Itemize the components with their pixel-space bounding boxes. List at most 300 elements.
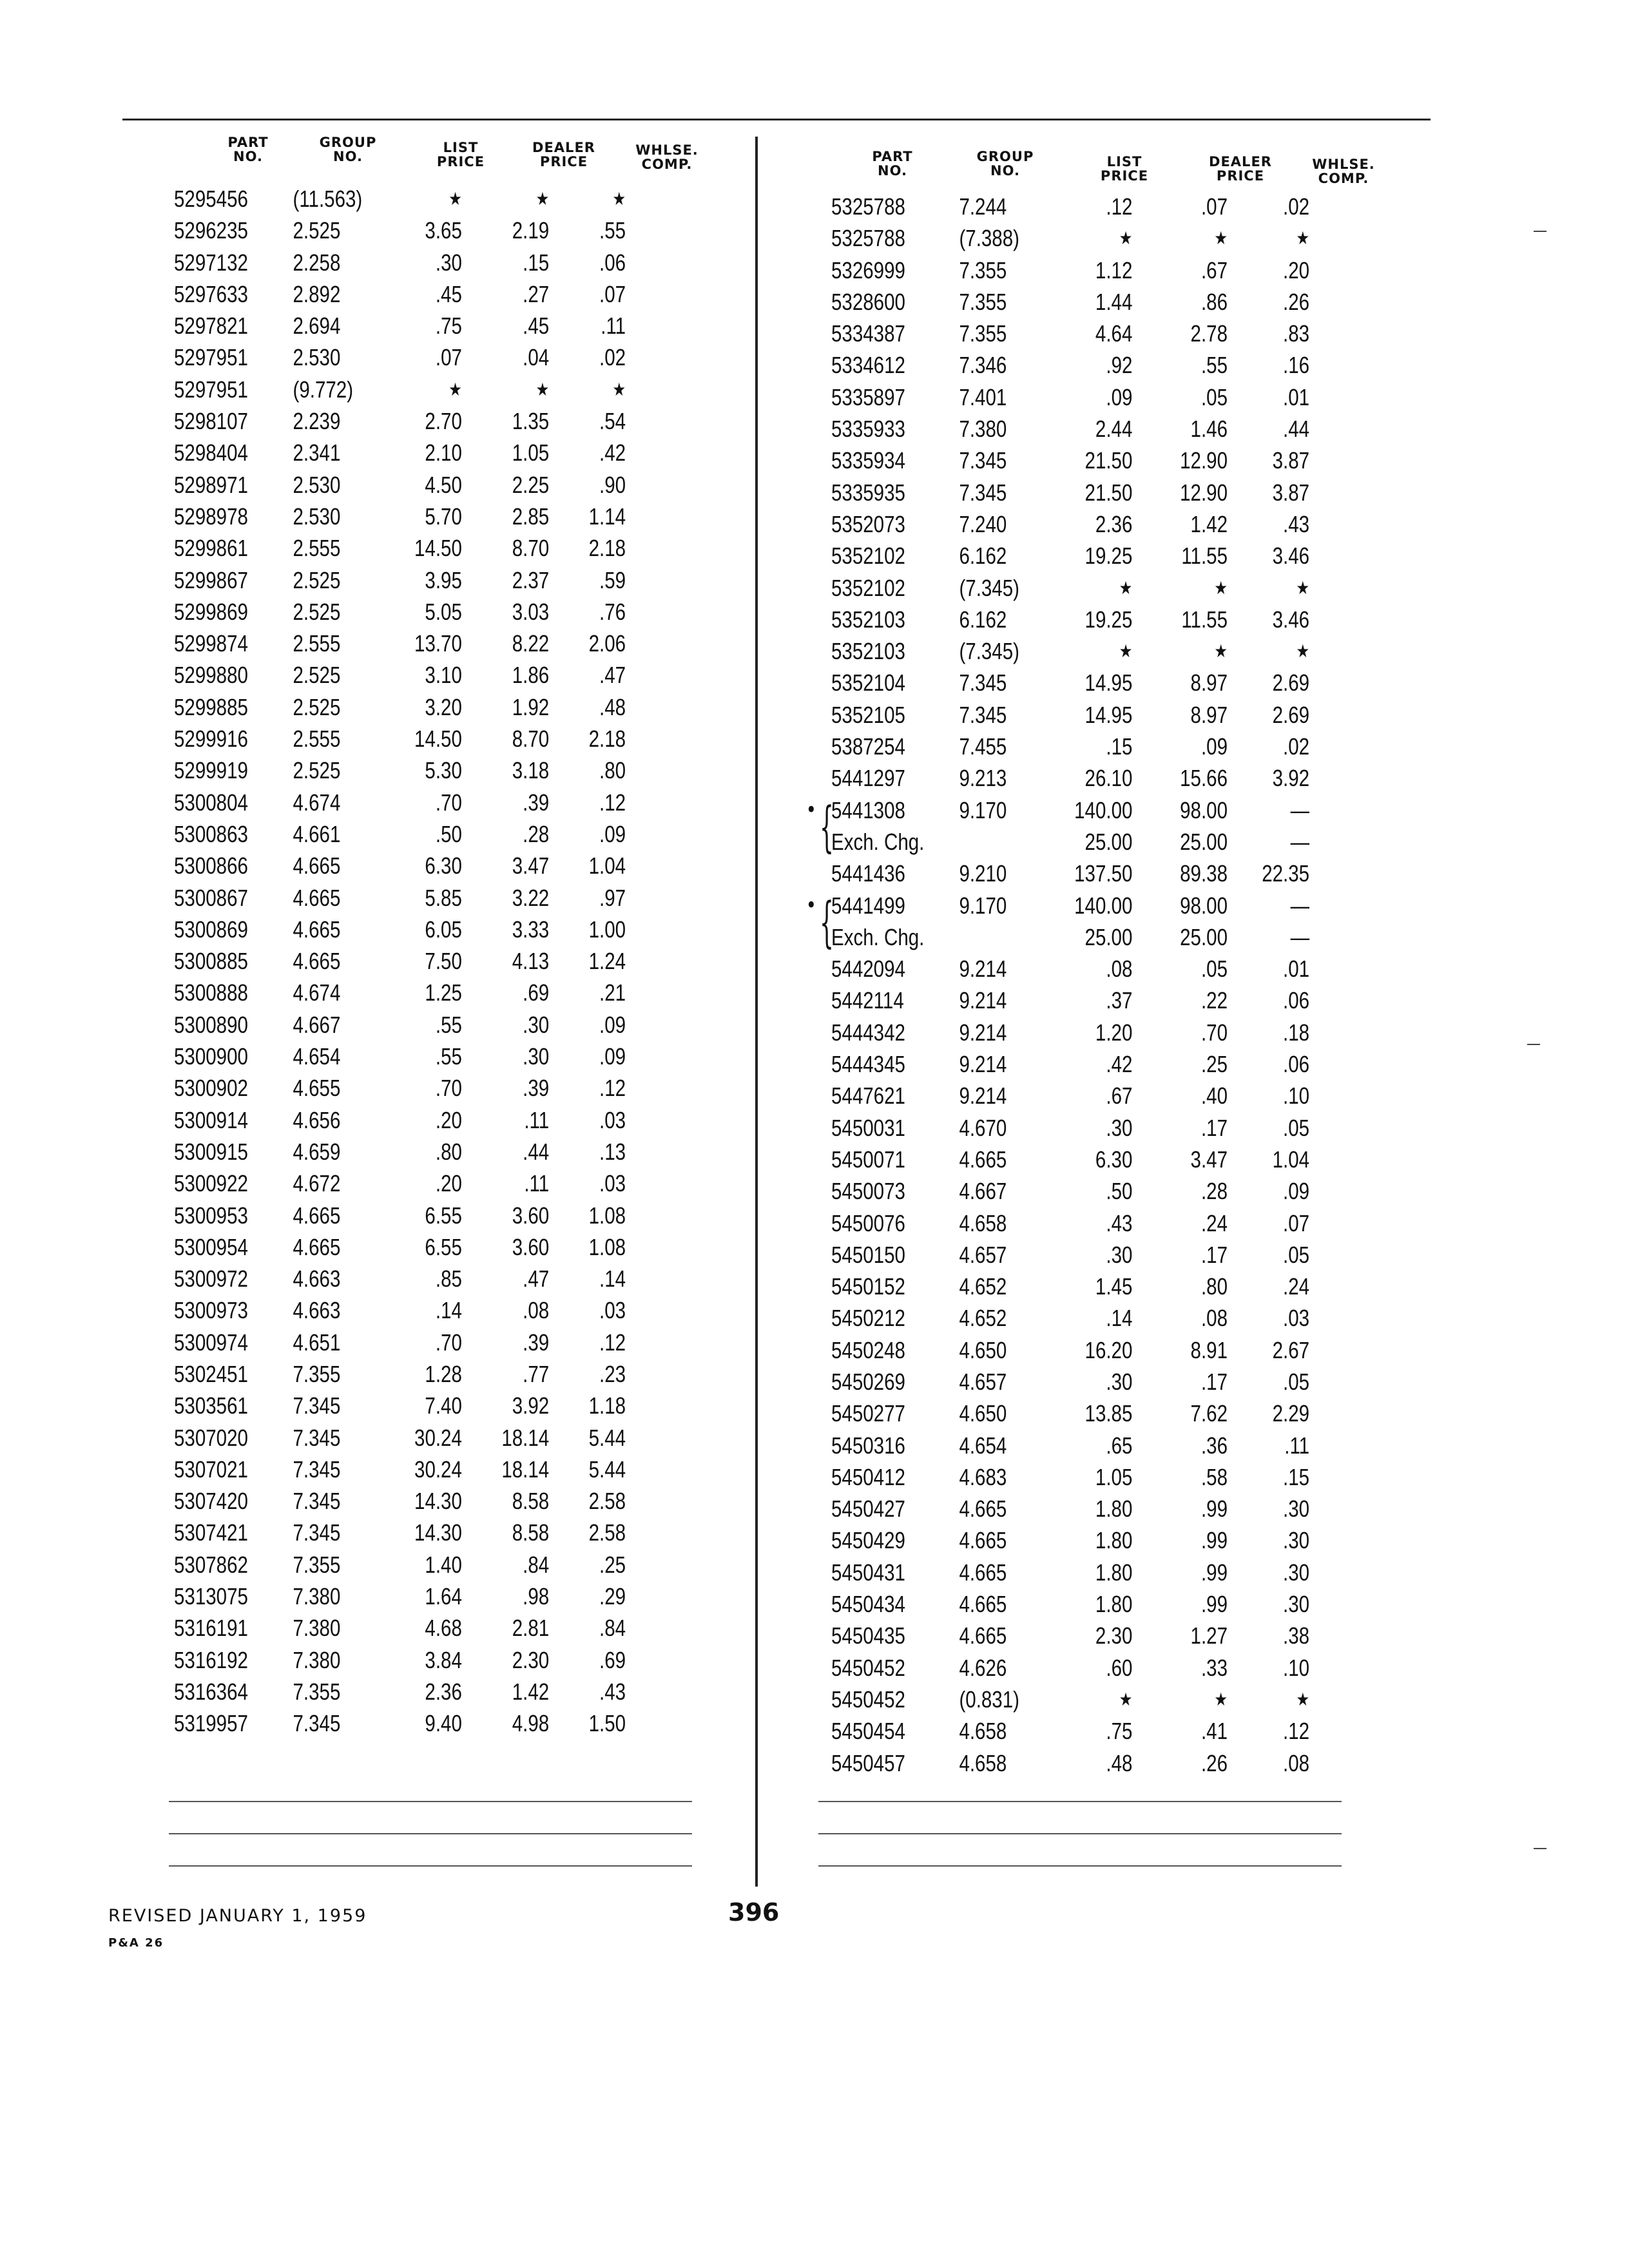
- table-row: [174, 977, 626, 1008]
- bullet-marker: •: [805, 796, 817, 823]
- part-number-cell: 5300914: [174, 1106, 248, 1133]
- table-row: [831, 1366, 1310, 1398]
- header-list-price: LIST PRICE: [1100, 154, 1149, 184]
- dealer-price-cell: ★: [535, 188, 550, 209]
- list-price-cell: 6.05: [425, 916, 462, 943]
- group-number-cell: 4.656: [293, 1106, 341, 1133]
- list-price-cell: 1.80: [1095, 1527, 1133, 1554]
- dealer-price-cell: .17: [1200, 1241, 1228, 1268]
- list-price-cell: 2.70: [425, 408, 462, 435]
- group-number-cell: 2.341: [293, 439, 341, 466]
- group-number-cell: 7.345: [959, 701, 1007, 728]
- group-number-cell: 4.655: [293, 1075, 341, 1102]
- dealer-price-cell: .69: [523, 979, 550, 1006]
- dealer-price-cell: .41: [1200, 1718, 1228, 1745]
- part-number-cell: 5441436: [831, 860, 905, 887]
- list-price-cell: 13.85: [1084, 1400, 1133, 1427]
- part-number-cell: 5450454: [831, 1718, 905, 1745]
- dealer-price-cell: 3.33: [512, 916, 550, 943]
- whlse-comp-cell: 2.18: [588, 535, 626, 562]
- group-number-cell: 4.651: [293, 1329, 341, 1356]
- list-price-cell: .30: [1106, 1368, 1133, 1395]
- dealer-price-cell: .26: [1200, 1749, 1228, 1776]
- dealer-price-cell: ★: [1214, 640, 1228, 662]
- whlse-comp-cell: 2.58: [588, 1488, 626, 1515]
- dealer-price-cell: 7.62: [1190, 1400, 1228, 1427]
- group-number-cell: 2.525: [293, 662, 341, 689]
- part-number-cell: 5450150: [831, 1241, 905, 1268]
- list-price-cell: 14.95: [1084, 669, 1133, 697]
- group-number-cell: 2.525: [293, 566, 341, 593]
- page-number: 396: [728, 1898, 780, 1927]
- list-price-cell: .20: [435, 1106, 462, 1133]
- table-row: [831, 1620, 1310, 1651]
- whlse-comp-cell: ★: [1296, 640, 1310, 662]
- group-number-cell: 4.663: [293, 1297, 341, 1324]
- group-number-cell: (7.345): [959, 638, 1019, 665]
- top-rule: [122, 119, 1431, 120]
- part-number-cell: 5300954: [174, 1233, 248, 1260]
- list-price-cell: 5.85: [425, 884, 462, 911]
- list-price-cell: .85: [435, 1265, 462, 1293]
- group-number-cell: 7.355: [959, 288, 1007, 315]
- table-row: [174, 1581, 626, 1612]
- whlse-comp-cell: .15: [1283, 1463, 1310, 1490]
- table-row: [174, 1454, 626, 1485]
- whlse-comp-cell: 5.44: [588, 1456, 626, 1483]
- table-row: [174, 1422, 626, 1454]
- dealer-price-cell: .33: [1200, 1654, 1228, 1681]
- dealer-price-cell: 1.05: [512, 439, 550, 466]
- table-row: [174, 564, 626, 596]
- group-number-cell: 4.657: [959, 1368, 1007, 1395]
- group-number-cell: 4.658: [959, 1209, 1007, 1236]
- part-number-cell: 5300867: [174, 884, 248, 911]
- part-number-cell: 5298404: [174, 439, 248, 466]
- group-number-cell: 4.658: [959, 1718, 1007, 1745]
- table-row: [831, 1048, 1310, 1080]
- dealer-price-cell: .86: [1200, 288, 1228, 315]
- part-number-cell: 5300885: [174, 948, 248, 975]
- group-number-cell: 4.665: [293, 916, 341, 943]
- table-row: [174, 1168, 626, 1199]
- list-price-cell: 1.40: [425, 1551, 462, 1578]
- group-number-cell: 4.665: [959, 1146, 1007, 1173]
- header-group-no: GROUP NO.: [319, 135, 377, 164]
- part-number-cell: 5335935: [831, 479, 905, 506]
- whlse-comp-cell: 1.24: [588, 948, 626, 975]
- group-number-cell: 4.665: [959, 1495, 1007, 1523]
- list-price-cell: 3.95: [425, 566, 462, 593]
- table-row: [831, 667, 1310, 698]
- table-row: [174, 945, 626, 977]
- group-number-cell: 6.162: [959, 543, 1007, 570]
- group-number-cell: 2.530: [293, 344, 341, 371]
- part-number-cell: 5352103: [831, 638, 905, 665]
- list-price-cell: 9.40: [425, 1710, 462, 1737]
- part-number-cell: 5325788: [831, 193, 905, 220]
- part-number-cell: 5302451: [174, 1360, 248, 1387]
- table-row: [831, 540, 1310, 572]
- dealer-price-cell: .08: [1200, 1305, 1228, 1332]
- dealer-price-cell: .55: [1200, 352, 1228, 379]
- group-number-cell: (9.772): [293, 376, 354, 403]
- table-row: [174, 1644, 626, 1676]
- dealer-price-cell: 1.86: [512, 662, 550, 689]
- table-row: [174, 374, 626, 405]
- dealer-price-cell: .05: [1200, 383, 1228, 410]
- whlse-comp-cell: 1.18: [588, 1392, 626, 1419]
- right-rows: [805, 191, 1373, 1779]
- dealer-price-cell: 8.70: [512, 535, 550, 562]
- part-number-cell: 5300890: [174, 1011, 248, 1038]
- dealer-price-cell: .36: [1200, 1432, 1228, 1459]
- table-row: [831, 1588, 1310, 1620]
- table-row: [831, 1144, 1310, 1175]
- part-number-cell: 5307020: [174, 1424, 248, 1451]
- dealer-price-cell: 3.60: [512, 1233, 550, 1260]
- whlse-comp-cell: 3.92: [1272, 765, 1310, 792]
- dealer-price-cell: 2.37: [512, 566, 550, 593]
- part-number-cell: 5335897: [831, 383, 905, 410]
- list-price-cell: .70: [435, 789, 462, 816]
- group-number-cell: 7.355: [959, 320, 1007, 347]
- list-price-cell: 137.50: [1074, 860, 1133, 887]
- table-row: [831, 445, 1310, 476]
- table-row: [831, 1398, 1310, 1429]
- table-row: [174, 1231, 626, 1263]
- group-number-cell: 4.674: [293, 979, 341, 1006]
- dealer-price-cell: ★: [1214, 577, 1228, 599]
- table-row: [831, 762, 1310, 794]
- part-number-cell: 5316192: [174, 1646, 248, 1673]
- part-number-cell: 5447621: [831, 1082, 905, 1110]
- right-blank-lines: [818, 1801, 1342, 1898]
- list-price-cell: 1.44: [1095, 288, 1133, 315]
- whlse-comp-cell: .12: [599, 1329, 626, 1356]
- group-number-cell: 4.658: [959, 1749, 1007, 1776]
- dealer-price-cell: 3.18: [512, 757, 550, 784]
- list-price-cell: 19.25: [1084, 543, 1133, 570]
- group-number-cell: 2.258: [293, 249, 341, 276]
- part-number-cell: 5450248: [831, 1336, 905, 1363]
- header-part-no: PART NO.: [227, 135, 269, 164]
- part-number-cell: 5297633: [174, 280, 248, 307]
- list-price-cell: .75: [435, 312, 462, 340]
- brace-marker: {: [819, 890, 834, 954]
- whlse-comp-cell: .09: [599, 1043, 626, 1070]
- whlse-comp-cell: 3.87: [1272, 447, 1310, 474]
- dealer-price-cell: ★: [1214, 1688, 1228, 1710]
- part-number-cell: 5328600: [831, 288, 905, 315]
- whlse-comp-cell: .11: [601, 312, 626, 340]
- group-number-cell: (7.388): [959, 225, 1019, 252]
- list-price-cell: 14.50: [414, 535, 462, 562]
- list-price-cell: 6.30: [1095, 1146, 1133, 1173]
- list-price-cell: 21.50: [1084, 479, 1133, 506]
- dealer-price-cell: 1.42: [1190, 510, 1228, 537]
- table-row: [174, 1707, 626, 1739]
- part-number-cell: 5326999: [831, 256, 905, 284]
- list-price-cell: .50: [1106, 1178, 1133, 1205]
- table-row: [174, 882, 626, 914]
- part-number-cell: 5300866: [174, 852, 248, 879]
- whlse-comp-cell: .76: [599, 598, 626, 625]
- dealer-price-cell: ★: [535, 378, 550, 400]
- table-row: [831, 1207, 1310, 1239]
- part-number-cell: 5444345: [831, 1051, 905, 1078]
- table-row: [174, 1263, 626, 1294]
- part-number-cell: 5299867: [174, 566, 248, 593]
- whlse-comp-cell: .59: [599, 566, 626, 593]
- dealer-price-cell: 3.47: [512, 852, 550, 879]
- group-number-cell: 7.240: [959, 510, 1007, 537]
- table-row: [831, 1302, 1310, 1334]
- dealer-price-cell: .25: [1200, 1051, 1228, 1078]
- part-number-cell: 5442114: [831, 987, 904, 1014]
- list-price-cell: .67: [1106, 1082, 1133, 1110]
- dealer-price-cell: 1.46: [1190, 416, 1228, 443]
- whlse-comp-cell: 1.08: [588, 1202, 626, 1229]
- whlse-comp-cell: ★: [1296, 1688, 1310, 1710]
- whlse-comp-cell: 2.06: [588, 630, 626, 657]
- dealer-price-cell: .15: [523, 249, 550, 276]
- group-number-cell: 7.455: [959, 733, 1007, 760]
- whlse-comp-cell: .01: [1283, 383, 1310, 410]
- list-price-cell: 3.10: [425, 662, 462, 689]
- group-number-cell: 7.401: [959, 383, 1007, 410]
- dealer-price-cell: .39: [523, 1329, 550, 1356]
- table-row: [174, 1390, 626, 1421]
- brace-marker: {: [819, 794, 834, 858]
- margin-mark: [1527, 1044, 1540, 1045]
- group-number-cell: 7.380: [293, 1646, 341, 1673]
- list-price-cell: 14.30: [414, 1488, 462, 1515]
- part-number-cell: 5300973: [174, 1297, 248, 1324]
- group-number-cell: 4.665: [293, 884, 341, 911]
- dealer-price-cell: .30: [523, 1043, 550, 1070]
- table-row: [831, 858, 1310, 889]
- part-number-cell: 5450152: [831, 1273, 905, 1300]
- group-number-cell: 4.665: [959, 1622, 1007, 1649]
- dealer-price-cell: 1.42: [512, 1678, 550, 1705]
- list-price-cell: 2.30: [1095, 1622, 1133, 1649]
- list-price-cell: 1.80: [1095, 1495, 1133, 1523]
- table-row: [831, 572, 1310, 604]
- dealer-price-cell: .44: [523, 1138, 550, 1165]
- whlse-comp-cell: .06: [599, 249, 626, 276]
- dealer-price-cell: .80: [1200, 1273, 1228, 1300]
- group-number-cell: 4.665: [959, 1591, 1007, 1618]
- margin-mark: [1534, 231, 1547, 232]
- list-price-cell: 1.25: [425, 979, 462, 1006]
- list-price-cell: 1.05: [1095, 1463, 1133, 1490]
- whlse-comp-cell: 1.04: [1272, 1146, 1310, 1173]
- part-number-cell: 5316191: [174, 1615, 248, 1642]
- dealer-price-cell: .77: [523, 1360, 550, 1387]
- group-number-cell: 4.665: [293, 1233, 341, 1260]
- dealer-price-cell: .07: [1200, 193, 1228, 220]
- list-price-cell: 5.30: [425, 757, 462, 784]
- whlse-comp-cell: .54: [599, 408, 626, 435]
- list-price-cell: ★: [1119, 1688, 1133, 1710]
- part-number-cell: 5316364: [174, 1678, 248, 1705]
- dealer-price-cell: 4.13: [512, 948, 550, 975]
- group-number-cell: 2.530: [293, 471, 341, 498]
- group-number-cell: 2.525: [293, 598, 341, 625]
- group-number-cell: 2.892: [293, 280, 341, 307]
- group-number-cell: 2.694: [293, 312, 341, 340]
- list-price-cell: 6.30: [425, 852, 462, 879]
- part-number-cell: 5450435: [831, 1622, 905, 1649]
- list-price-cell: 14.30: [414, 1519, 462, 1546]
- dealer-price-cell: .99: [1200, 1591, 1228, 1618]
- group-number-cell: 4.667: [959, 1178, 1007, 1205]
- group-number-cell: 2.555: [293, 535, 341, 562]
- dealer-price-cell: .99: [1200, 1527, 1228, 1554]
- list-price-cell: ★: [1119, 227, 1133, 249]
- list-price-cell: 1.20: [1095, 1019, 1133, 1046]
- whlse-comp-cell: .08: [1283, 1749, 1310, 1776]
- list-price-cell: 25.00: [1084, 923, 1133, 950]
- part-number-cell: 5300863: [174, 820, 248, 847]
- part-number-cell: 5297951: [174, 376, 248, 403]
- part-number-cell: 5300900: [174, 1043, 248, 1070]
- table-row: [831, 826, 1310, 858]
- list-price-cell: 140.00: [1074, 892, 1133, 919]
- whlse-comp-cell: .90: [599, 471, 626, 498]
- part-number-cell: 5303561: [174, 1392, 248, 1419]
- whlse-comp-cell: .03: [599, 1170, 626, 1197]
- list-price-cell: .14: [435, 1297, 462, 1324]
- list-price-cell: 19.25: [1084, 606, 1133, 633]
- publication-code: P&A 26: [108, 1936, 164, 1950]
- list-price-cell: .15: [1106, 733, 1133, 760]
- part-number-cell: 5300888: [174, 979, 248, 1006]
- whlse-comp-cell: .05: [1283, 1114, 1310, 1141]
- dealer-price-cell: 4.98: [512, 1710, 550, 1737]
- table-row: [174, 247, 626, 278]
- dealer-price-cell: 1.27: [1190, 1622, 1228, 1649]
- group-number-cell: 4.665: [293, 852, 341, 879]
- group-number-cell: 7.345: [959, 669, 1007, 697]
- table-row: [174, 405, 626, 437]
- table-row: [831, 1271, 1310, 1302]
- whlse-comp-cell: .24: [1283, 1273, 1310, 1300]
- whlse-comp-cell: 2.29: [1272, 1400, 1310, 1427]
- whlse-comp-cell: .12: [599, 1075, 626, 1102]
- list-price-cell: .08: [1106, 956, 1133, 983]
- group-number-cell: 7.355: [293, 1678, 341, 1705]
- part-number-cell: 5334612: [831, 352, 905, 379]
- group-number-cell: (0.831): [959, 1686, 1019, 1713]
- table-row: [174, 850, 626, 881]
- part-number-cell: 5300922: [174, 1170, 248, 1197]
- part-number-cell: 5300915: [174, 1138, 248, 1165]
- list-price-cell: .92: [1106, 352, 1133, 379]
- part-number-cell: 5299919: [174, 757, 248, 784]
- header-list-price: LIST PRICE: [436, 140, 485, 169]
- whlse-comp-cell: .05: [1283, 1241, 1310, 1268]
- dealer-price-cell: 8.22: [512, 630, 550, 657]
- whlse-comp-cell: .21: [599, 979, 626, 1006]
- list-price-cell: 5.70: [425, 503, 462, 530]
- dealer-price-cell: .11: [524, 1106, 550, 1133]
- dealer-price-cell: .17: [1200, 1368, 1228, 1395]
- table-row: [174, 659, 626, 691]
- group-number-cell: 4.663: [293, 1265, 341, 1293]
- list-price-cell: .70: [435, 1075, 462, 1102]
- dealer-price-cell: 11.55: [1181, 543, 1228, 570]
- dealer-price-cell: 3.03: [512, 598, 550, 625]
- group-number-cell: 4.652: [959, 1305, 1007, 1332]
- whlse-comp-cell: .03: [599, 1297, 626, 1324]
- dealer-price-cell: 8.97: [1190, 701, 1228, 728]
- table-row: [174, 754, 626, 786]
- list-price-cell: 4.68: [425, 1615, 462, 1642]
- dealer-price-cell: 2.30: [512, 1646, 550, 1673]
- whlse-comp-cell: .30: [1283, 1495, 1310, 1523]
- revision-date: REVISED JANUARY 1, 1959: [108, 1906, 367, 1926]
- list-price-cell: 14.95: [1084, 701, 1133, 728]
- dealer-price-cell: 3.92: [512, 1392, 550, 1419]
- table-row: [174, 1072, 626, 1104]
- dealer-price-cell: ★: [1214, 227, 1228, 249]
- list-price-cell: 6.55: [425, 1233, 462, 1260]
- dealer-price-cell: 2.25: [512, 471, 550, 498]
- part-number-cell: 5297132: [174, 249, 248, 276]
- part-number-cell: 5299861: [174, 535, 248, 562]
- part-number-cell: 5450412: [831, 1463, 905, 1490]
- group-number-cell: 2.530: [293, 503, 341, 530]
- table-row: [831, 477, 1310, 508]
- table-row: [831, 1557, 1310, 1588]
- header-dealer-price: DEALER PRICE: [532, 140, 595, 169]
- part-number-cell: 5352103: [831, 606, 905, 633]
- group-number-cell: 2.239: [293, 408, 341, 435]
- whlse-comp-cell: .48: [599, 693, 626, 720]
- left-column-header: [174, 135, 709, 183]
- group-number-cell: 9.214: [959, 956, 1007, 983]
- table-row: [174, 723, 626, 754]
- table-row: [174, 1104, 626, 1136]
- group-number-cell: 2.555: [293, 726, 341, 753]
- table-row: [174, 215, 626, 246]
- whlse-comp-cell: 2.69: [1272, 669, 1310, 697]
- bullet-marker: •: [805, 892, 817, 918]
- header-part-no: PART NO.: [872, 149, 913, 178]
- table-row: [174, 628, 626, 659]
- list-price-cell: .45: [435, 280, 462, 307]
- list-price-cell: .60: [1106, 1654, 1133, 1681]
- table-row: [174, 914, 626, 945]
- group-number-cell: 7.345: [293, 1392, 341, 1419]
- table-row: [831, 921, 1310, 953]
- dealer-price-cell: 25.00: [1180, 828, 1228, 855]
- part-number-cell: 5450457: [831, 1749, 905, 1776]
- group-number-cell: 2.525: [293, 217, 341, 244]
- group-number-cell: 4.661: [293, 820, 341, 847]
- whlse-comp-cell: .25: [599, 1551, 626, 1578]
- header-whlse-comp: WHLSE. COMP.: [635, 142, 699, 172]
- whlse-comp-cell: —: [1290, 828, 1310, 855]
- part-number-cell: 5450431: [831, 1559, 905, 1586]
- table-row: [831, 1334, 1310, 1366]
- list-price-cell: 14.50: [414, 726, 462, 753]
- list-price-cell: .30: [435, 249, 462, 276]
- table-row: [174, 818, 626, 850]
- table-row: [831, 1715, 1310, 1747]
